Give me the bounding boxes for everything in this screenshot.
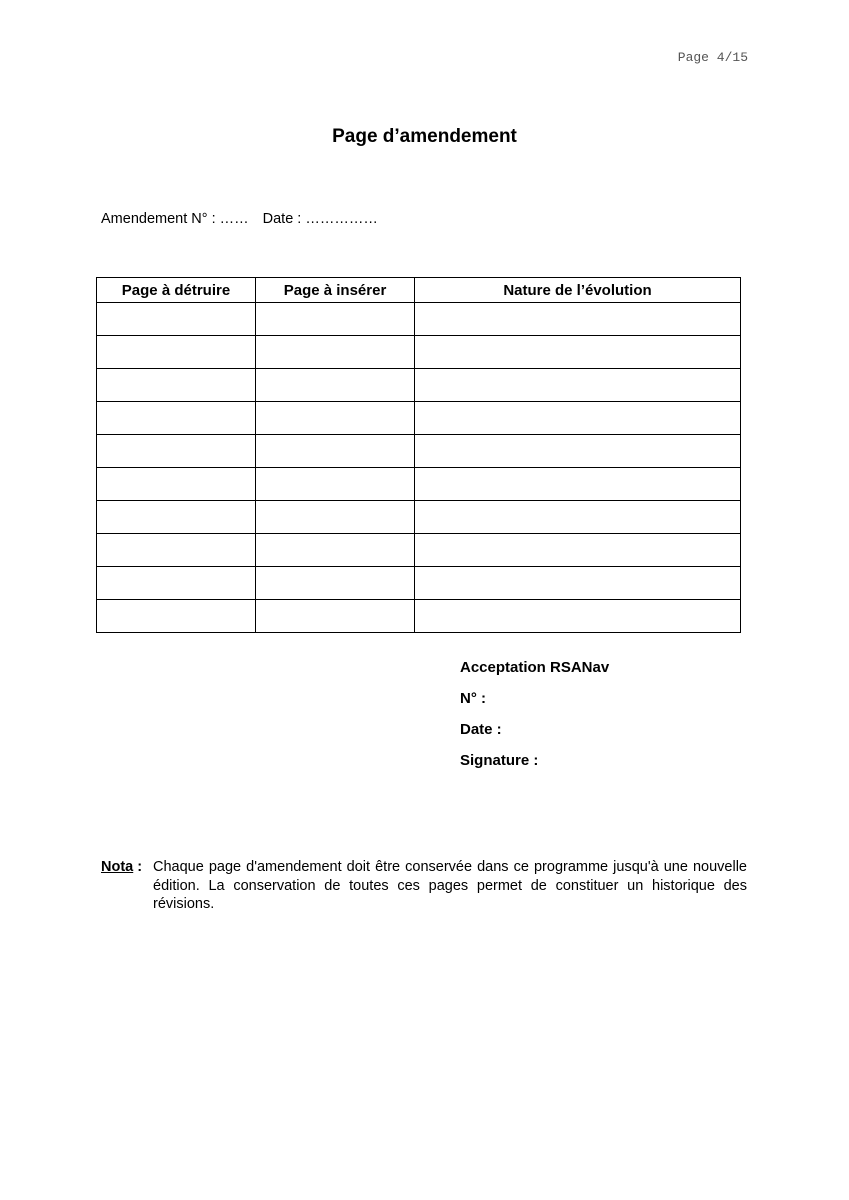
- table-row: [97, 402, 741, 435]
- table-row: [97, 369, 741, 402]
- nota-text: Chaque page d'amendement doit être conservée dans ce programme jusqu'à une nouvelle édition. La conservation de toutes ces pages permet de constituer un historique des révisions.: [153, 859, 747, 912]
- table-cell[interactable]: [415, 369, 741, 402]
- table-row: [97, 501, 741, 534]
- table-cell[interactable]: [256, 468, 415, 501]
- nota-block: [101, 858, 747, 914]
- acceptance-number-label: N° :: [460, 690, 486, 707]
- amendment-date-label: Date : ……………: [262, 211, 378, 227]
- table-cell[interactable]: [97, 402, 256, 435]
- page-title: Page d’amendement: [332, 126, 517, 147]
- table-cell[interactable]: [415, 534, 741, 567]
- nota-separator: :: [133, 859, 143, 875]
- acceptance-date-label: Date :: [460, 721, 502, 738]
- table-row: [97, 468, 741, 501]
- nota-label-group: [101, 858, 142, 877]
- table-cell[interactable]: [97, 435, 256, 468]
- table-cell[interactable]: [97, 369, 256, 402]
- column-header-change-nature: Nature de l’évolution: [415, 278, 741, 303]
- column-header-page-to-destroy: Page à détruire: [97, 278, 256, 303]
- table-cell[interactable]: [415, 303, 741, 336]
- column-header-page-to-insert: Page à insérer: [256, 278, 415, 303]
- table-cell[interactable]: [97, 468, 256, 501]
- table-cell[interactable]: [415, 336, 741, 369]
- acceptance-signature-label: Signature :: [460, 752, 539, 769]
- table-row: [97, 303, 741, 336]
- table-cell[interactable]: [97, 534, 256, 567]
- table-cell[interactable]: [97, 501, 256, 534]
- table-cell[interactable]: [256, 501, 415, 534]
- nota-label: Nota: [101, 859, 134, 875]
- table-row: [97, 567, 741, 600]
- table-cell[interactable]: [256, 303, 415, 336]
- page-number: Page 4/15: [677, 50, 748, 65]
- table-row: [97, 534, 741, 567]
- table-cell[interactable]: [256, 336, 415, 369]
- table-cell[interactable]: [256, 369, 415, 402]
- table-cell[interactable]: [256, 402, 415, 435]
- table-cell[interactable]: [97, 303, 256, 336]
- table-cell[interactable]: [415, 435, 741, 468]
- table-cell[interactable]: [256, 534, 415, 567]
- table-cell[interactable]: [256, 567, 415, 600]
- table-row: [97, 336, 741, 369]
- table-cell[interactable]: [415, 501, 741, 534]
- table-cell[interactable]: [415, 600, 741, 633]
- table-cell[interactable]: [97, 336, 256, 369]
- table-header-row: [97, 278, 741, 303]
- table-cell[interactable]: [415, 402, 741, 435]
- amendment-number-label: Amendement N° : ……: [101, 211, 249, 227]
- table-row: [97, 600, 741, 633]
- amendment-line: [101, 211, 378, 227]
- table-cell[interactable]: [256, 600, 415, 633]
- table-cell[interactable]: [97, 600, 256, 633]
- table-row: [97, 435, 741, 468]
- acceptance-block: [460, 658, 609, 782]
- table-cell[interactable]: [415, 468, 741, 501]
- table-cell[interactable]: [97, 567, 256, 600]
- table-cell[interactable]: [415, 567, 741, 600]
- amendment-table: [96, 277, 741, 633]
- table-cell[interactable]: [256, 435, 415, 468]
- acceptance-heading: Acceptation RSANav: [460, 659, 610, 676]
